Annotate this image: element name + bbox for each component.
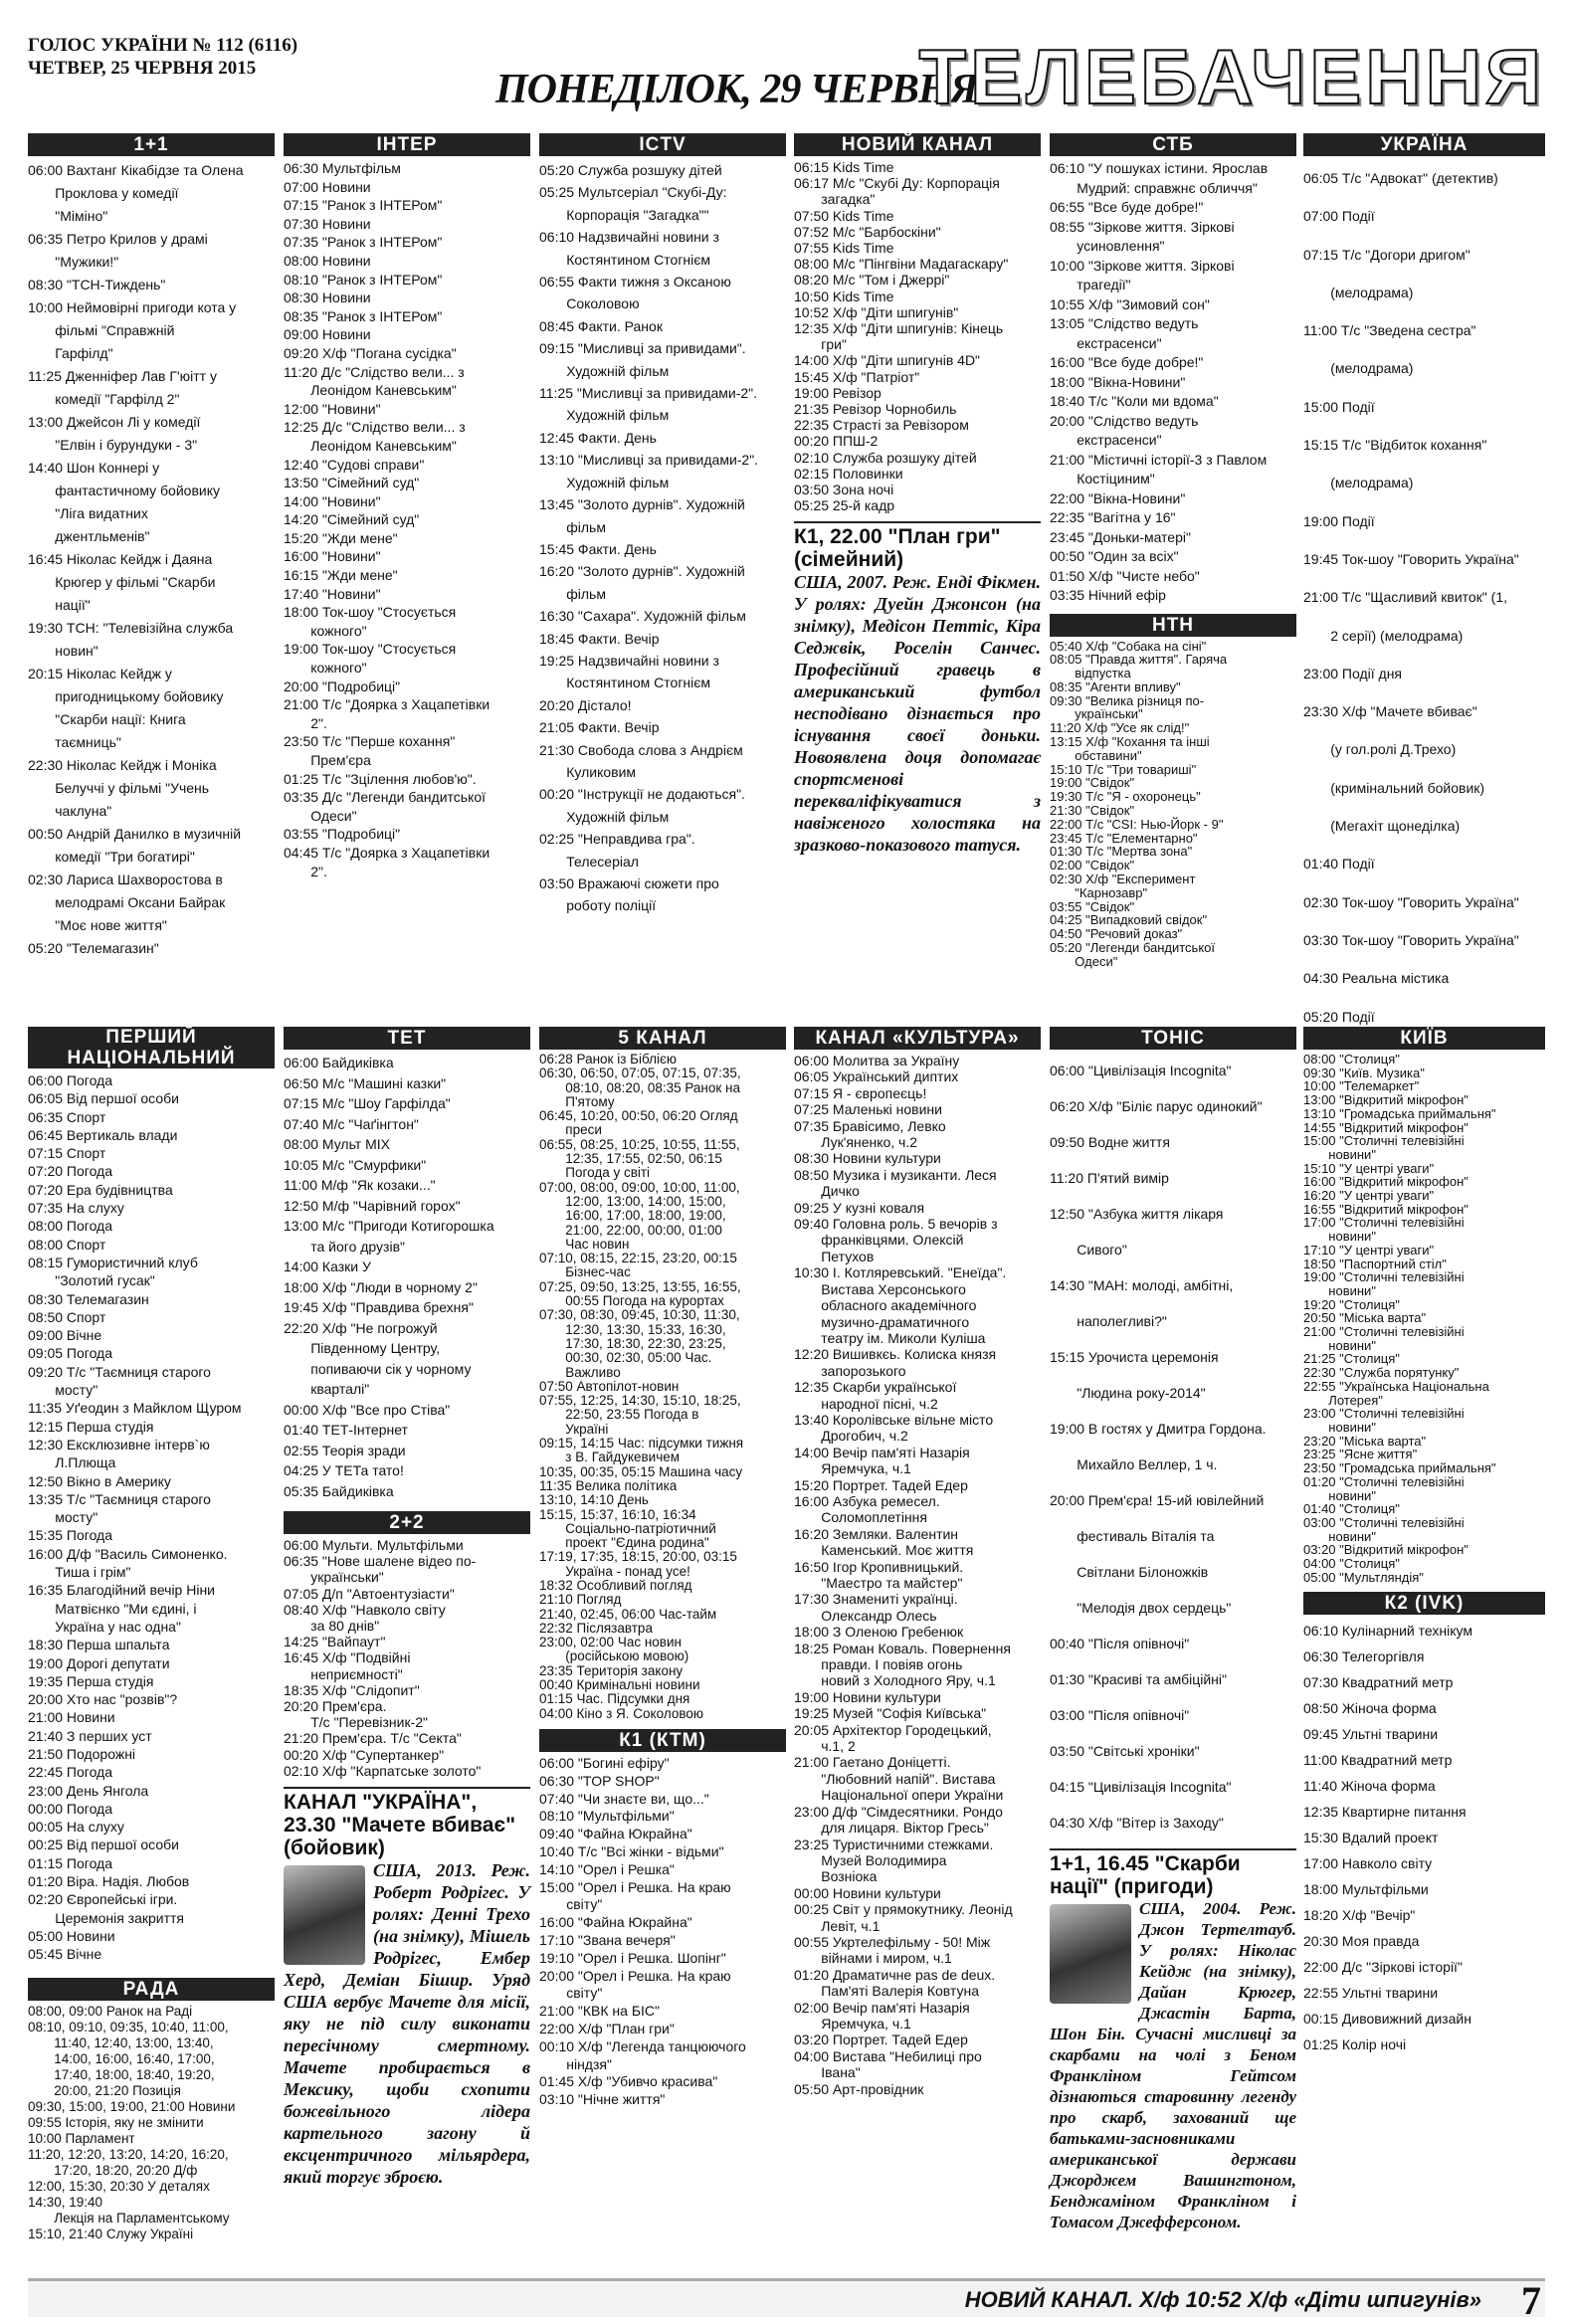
channel-ukraina (1303, 133, 1545, 1036)
channel-schedule: 05:20 Служба розшуку дітей 05:25 Мультсеріал "Скубі-Ду: Корпорація "Загадка"" 06:10 Надзвичайні новини з Костянтином Стогнієм 06:55 Факти тижня з Оксаною Соколовою 08:45 Факти. Ранок 09:15 "Мисливці за привидами". Художній фільм 11:25 "Мисливці за привидами-2". Художній фільм 12:45 Факти. День 13:10 "Мисливці за привидами-2". Художній фільм 13:45 "Золото дурнів". Художній фільм 15:45 Факти. День 16:20 "Золото дурнів". Художній фільм 16:30 "Сахара". Художній фільм 18:45 Факти. Вечір 19:25 Надзвичайні новини з Костянтином Стогнієм 20:20 Дістало! 21:05 Факти. Вечір 21:30 Свобода слова з Андрієм Куликовим 00:20 "Інструкції не додаються". Художній фільм 02:25 "Неправдива гра". Телесеріал 03:50 Вражаючі сюжети про роботу поліції (539, 162, 759, 914)
promo-text: США, 2013. Реж. Роберт Родрігес. У ролях: Денні Трехо (на знімку), Мішель Родрігес, Ембер Херд, Деміан Бішир. Уряд США вербує Мачете для місії, яку не під силу виконати пересічному смертному. Мачете пробирається в Мексику, щоби схопити божевільного лідера картельного загону й ексцентричного мільярдера, який торгує зброєю. (284, 1860, 530, 2188)
promo-plan-hry (794, 521, 1041, 856)
channel-name-rada: РАДА (28, 1978, 275, 2001)
channel-name-k1: К1 (КТМ) (539, 1729, 786, 1752)
channel-name: 1+1 (28, 133, 275, 156)
channel-schedule-rada: 08:00, 09:00 Ранок на Раді 08:10, 09:10, 09:35, 10:40, 11:00, 11:40, 12:40, 13:00, 13:40, 14:00, 16:00, 16:40, 17:00, 17:40, 18:00, 18:40, 19:20, 20:00, 21:20 Позиція 09:30, 15:00, 19:00, 21:00 Новини 09:55 Історія, яку не змінити 10:00 Парламент 11:20, 12:20, 13:20, 14:20, 16:20, 17:20, 18:20, 20:20 Д/ф 12:00, 15:30, 20:30 У деталях 14:30, 19:40 Лекція на Парламентському 15:10, 21:40 Служу Україні (28, 2003, 236, 2241)
promo-text: США, 2007. Реж. Енді Фікмен. У ролях: Дуейн Джонсон (на знімку), Медісон Петтіс, Кіра Седжвік, Роселін Санчес. Професійний гравець в американський футбол несподівано дізнається про існування своєї доньки. Новоявлена доця допомагає спортсменові перекваліфікуватися з навіженого холостяка на зразково-показового татуся. (794, 572, 1041, 856)
channel-tonis (1050, 1027, 1296, 2232)
channel-schedule: 06:15 Kids Time 06:17 М/с "Скубі Ду: Корпорація загадка" 07:50 Kids Time 07:52 М/с "Барбоскіни" 07:55 Kids Time 08:00 М/с "Пінгвіни Мадагаскару" 08:20 М/с "Том і Джеррі" 10:50 Kids Time 10:52 Х/ф "Діти шпигунів" 12:35 Х/ф "Діти шпигунів: Кінець гри" 14:00 Х/ф "Діти шпигунів 4D" 15:45 Х/ф "Патріот" 19:00 Ревізор 21:35 Ревізор Чорнобиль 22:35 Страсті за Ревізором 00:20 ППШ-2 02:10 Служба розшуку дітей 02:15 Половинки 03:50 Зона ночі 05:25 25-й кадр (794, 159, 1009, 514)
channel-schedule: 06:05 Т/с "Адвокат" (детектив) 07:00 Події 07:15 Т/с "Догори дригом" (мелодрама) 11:00 Т/с "Зведена сестра" (мелодрама) 15:00 Події 15:15 Т/с "Відбиток кохання" (мелодрама) 19:00 Події 19:45 Ток-шоу "Говорить Україна" 21:00 Т/с "Щасливий квиток" (1, 2 серії) (мелодрама) 23:00 Події дня 23:30 Х/ф "Мачете вбиває" (у гол.ролі Д.Трехо) (кримінальний бойовик) (Мегахіт щонеділка) 01:40 Події 02:30 Ток-шоу "Говорить Україна" 03:30 Ток-шоу "Говорить Україна" 04:30 Реальна містика 05:20 Події (1303, 170, 1519, 1025)
channel-name: ICTV (539, 133, 786, 156)
channel-kultura (794, 1027, 1041, 2097)
channel-name: ТЕТ (284, 1027, 530, 1050)
schedule-date: ПОНЕДІЛОК, 29 ЧЕРВНЯ (495, 67, 978, 112)
footer-highlight: НОВИЙ КАНАЛ. Х/ф 10:52 Х/ф «Діти шпигунів» (964, 2287, 1481, 2312)
channel-schedule-k2: 06:10 Кулінарний технікум 06:30 Телегоргівля 07:30 Квадратний метр 08:50 Жіноча форма 09:45 Ультні тварини 11:00 Квадратний метр 11:40 Жіноча форма 12:35 Квартирне питання 15:30 Вдалий проект 17:00 Навколо світу 18:00 Мультфільми 18:20 Х/ф "Вечір" 20:30 Моя правда 22:00 Д/с "Зіркові історії" 22:55 Ультні тварини 00:15 Дивовижний дизайн 01:25 Колір ночі (1303, 1623, 1472, 2053)
promo-machete (284, 1787, 530, 2188)
masthead (28, 26, 1545, 137)
promo-skarby-natsii (1050, 1848, 1296, 2232)
promo-title: К1, 22.00 "План гри" (сімейний) (794, 525, 1001, 572)
channel-name: УКРАЇНА (1303, 133, 1545, 156)
page-footer (28, 2278, 1545, 2323)
channel-5kanal (539, 1027, 786, 2109)
channel-schedule: 08:00 "Столиця" 09:30 "Київ. Музика" 10:00 "Телемаркет" 13:00 "Відкритий мікрофон" 13:10 "Громадська приймальня" 14:55 "Відкритий мікрофон" 15:00 "Столичні телевізійні новини" 15:10 "У центрі уваги" 16:00 "Відкритий мікрофон" 16:20 "У центрі уваги" 16:55 "Відкритий мікрофон" 17:00 "Столичні телевізійні новини" 17:10 "У центрі уваги" 18:50 "Паспортний стіл" 19:00 "Столичні телевізійні новини" 19:20 "Столиця" 20:50 "Міська варта" 21:00 "Столичні телевізійні новини" 21:25 "Столиця" 22:30 "Служба порятунку" 22:55 "Українська Національна Лотерея" 23:00 "Столичні телевізійні новини" 23:20 "Міська варта" 23:25 "Ясне життя" 23:50 "Громадська приймальня" 01:20 "Столичні телевізійні новини" 01:40 "Столиця" 03:00 "Столичні телевізійні новини" 03:20 "Відкритий мікрофон" 04:00 "Столиця" 05:00 "Мультляндія" (1303, 1052, 1496, 1585)
promo-text: США, 2004. Реж. Джон Тертелтауб. У ролях: Ніколас Кейдж (на знімку), Дайан Крюгер, Джастін Барта, Шон Бін. Сучасні мисливці за скарбами на чолі з Беном Франкліном Гейтсом дізнаються старовинну легенду про скарб, захований ще батьками-засновниками американської держави Джорджем Вашингтоном, Бенджаміном Франкліном і Томасом Джефферсоном. (1050, 1899, 1296, 2231)
channel-name: НОВИЙ КАНАЛ (794, 133, 1041, 156)
page-number: 7 (1521, 2278, 1541, 2323)
channel-name: ТОНІС (1050, 1027, 1296, 1050)
channel-schedule-ntn: 05:40 Х/ф "Собака на сіні" 08:05 "Правда життя". Гаряча відпустка 08:35 "Агенти впливу" 09:30 "Велика різниця по- українськи" 11:20 Х/ф "Усе як слід!" 13:15 Х/ф "Кохання та інші обставини" 15:10 Т/с "Три товариші" 19:00 "Свідок" 19:30 Т/с "Я - охоронець" 21:30 "Свідок" 22:00 Т/с "CSI: Нью-Йорк - 9" 23:45 Т/с "Елементарно" 01:30 Т/с "Мертва зона" 02:00 "Свідок" 02:30 Х/ф "Експеримент "Карнозавр" 03:55 "Свідок" 04:25 "Випадковий свідок" 04:50 "Речовий доказ" 05:20 "Легенди бандитської Одеси" (1050, 638, 1228, 969)
channel-inter (284, 133, 530, 880)
channel-name: КАНАЛ «КУЛЬТУРА» (794, 1027, 1041, 1050)
promo-title: КАНАЛ "УКРАЇНА", 23.30 "Мачете вбиває" (бойовик) (284, 1791, 516, 1860)
channel-name: СТБ (1050, 133, 1296, 156)
channel-name-ntn: НТН (1050, 614, 1296, 637)
channel-schedule-2plus2: 06:00 Мульти. Мультфільми 06:35 "Нове шалене відео по- українськи" 07:05 Д/п "Автоентузіасти" 08:40 Х/ф "Навколо світу за 80 днів" 14:25 "Вайпаут" 16:45 Х/ф "Подвійні неприємності" 18:35 Х/ф "Слідопит" 20:20 Прем'єра. Т/с "Перевізник-2" 21:20 Прем'єра. Т/с "Секта" 00:20 Х/ф "Супертанкер" 02:10 Х/ф "Карпатське золото" (284, 1537, 482, 1779)
channel-schedule: 06:00 Байдиківка 06:50 М/с "Машині казки" 07:15 М/с "Шоу Гарфілда" 07:40 М/с "Чаґінгтон" 08:00 Мульт MIX 10:05 М/с "Смурфики" 11:00 М/ф "Як козаки..." 12:50 М/ф "Чарівний горох" 13:00 М/с "Пригоди Котигорошка та його друзів" 14:00 Казки У 18:00 Х/ф "Люди в чорному 2" 19:45 Х/ф "Правдива брехня" 22:20 Х/ф "Не погрожуй Південному Центру, попиваючи сік у чорному кварталі" 00:00 Х/ф "Все про Стіва" 01:40 ТЕТ-Інтернет 02:55 Теорія зради 04:25 У ТЕТа тато! 05:35 Байдиківка (284, 1055, 494, 1499)
channel-schedule: 06:30 Мультфільм 07:00 Новини 07:15 "Ранок з ІНТЕРом" 07:30 Новини 07:35 "Ранок з ІНТЕРом" 08:00 Новини 08:10 "Ранок з ІНТЕРом" 08:30 Новини 08:35 "Ранок з ІНТЕРом" 09:00 Новини 09:20 Х/ф "Погана сусідка" 11:20 Д/с "Слідство вели... з Леонідом Каневським" 12:00 "Новини" 12:25 Д/с "Слідство вели... з Леонідом Каневським" 12:40 "Судові справи" 13:50 "Сімейний суд" 14:00 "Новини" 14:20 "Сімейний суд" 15:20 "Жди мене" 16:00 "Новини" 16:15 "Жди мене" 17:40 "Новини" 18:00 Ток-шоу "Стосується кожного" 19:00 Ток-шоу "Стосується кожного" 20:00 "Подробиці" 21:00 Т/с "Доярка з Хацапетівки 2". 23:50 Т/с "Перше кохання" Прем'єра 01:25 Т/с "Зцілення любов'ю". 03:35 Д/с "Легенди бандитської Одеси" 03:55 "Подробиці" 04:45 Т/с "Доярка з Хацапетівки 2". (284, 160, 490, 879)
publication-date: ЧЕТВЕР, 25 ЧЕРВНЯ 2015 (28, 58, 257, 79)
actor-photo (1050, 1904, 1131, 2004)
channel-tet (284, 1027, 530, 2188)
promo-title: 1+1, 16.45 "Скарби нації" (пригоди) (1050, 1852, 1241, 1898)
channel-ictv (539, 133, 786, 917)
issue-number: ГОЛОС УКРАЇНИ № 112 (6116) (28, 35, 298, 56)
channel-schedule: 06:10 "У пошуках істини. Ярослав Мудрий: справжнє обличчя" 06:55 "Все буде добре!" 08:55 "Зіркове життя. Зіркові усиновлення" 10:00 "Зіркове життя. Зіркові трагедії" 10:55 Х/ф "Зимовий сон" 13:05 "Слідство ведуть екстрасенси" 16:00 "Все буде добре!" 18:00 "Вікна-Новини" 18:40 Т/с "Коли ми вдома" 20:00 "Слідство ведуть екстрасенси" 21:00 "Містичні історії-3 з Павлом Костіциним" 22:00 "Вікна-Новини" 22:35 "Вагітна у 16" 23:45 "Доньки-матері" 00:50 "Один за всіх" 01:50 Х/ф "Чисте небо" 03:35 Нічний ефір (1050, 160, 1269, 603)
channel-name: 5 КАНАЛ (539, 1027, 786, 1050)
channel-schedule: 06:00 Погода 06:05 Від першої особи 06:35 Спорт 06:45 Вертикаль влади 07:15 Спорт 07:20 Погода 07:20 Ера будівництва 07:35 На слуху 08:00 Погода 08:00 Спорт 08:15 Гумористичний клуб "Золотий гусак" 08:30 Телемагазин 08:50 Спорт 09:00 Вічне 09:05 Погода 09:20 Т/с "Таємниця старого мосту" 11:35 Уґеодин з Майклом Щуром 12:15 Перша студія 12:30 Ексклюзивне інтерв`ю Л.Плюща 12:50 Вікно в Америку 13:35 Т/с "Таємниця старого мосту" 15:35 Погода 16:00 Д/ф "Василь Симоненко. Тиша і грім" 16:35 Благодійний вечір Ніни Матвієнко "Ми єдині, і Україна у нас одна" 18:30 Перша шпальта 19:00 Дорогі депутати 19:35 Перша студія 20:00 Хто нас "розвів"? 21:00 Новини 21:40 З перших уст 21:50 Подорожні 22:45 Погода 23:00 День Янгола 00:00 Погода 00:05 На слуху 00:25 Від першої особи 01:15 Погода 01:20 Віра. Надія. Любов 02:20 Європейські ігри. Церемонія закриття 05:00 Новини 05:45 Вічне (28, 1072, 242, 1963)
channel-name-2plus2: 2+2 (284, 1511, 530, 1534)
issue-info (28, 34, 297, 80)
channel-stb (1050, 133, 1296, 969)
channel-name: ІНТЕР (284, 133, 530, 156)
channel-schedule-k1: 06:00 "Богині ефіру" 06:30 "TOP SHOP" 07:40 "Чи знаєте ви, що..." 08:10 "Мультфільми" 09:40 "Файна Юкрайна" 10:40 Т/с "Всі жінки - відьми" 14:10 "Орел і Решка" 15:00 "Орел і Решка. На краю світу" 16:00 "Файна Юкрайна" 17:10 "Звана вечеря" 19:10 "Орел і Решка. Шопінг" 20:00 "Орел і Решка. На краю світу" 21:00 "КВК на БІС" 22:00 Х/ф "План гри" 00:10 Х/ф "Легенда танцюючого ніндзя" 01:45 Х/ф "Убивчо красива" 03:10 "Нічне життя" (539, 1754, 746, 2108)
channel-1plus1 (28, 133, 275, 960)
channel-novyi (794, 133, 1041, 856)
channel-kyiv (1303, 1027, 1545, 2057)
section-title: ТЕЛЕБАЧЕННЯ (918, 33, 1545, 120)
channel-name: КИЇВ (1303, 1027, 1545, 1050)
channel-schedule: 06:28 Ранок із Біблією 06:30, 06:50, 07:05, 07:15, 07:35, 08:10, 08:20, 08:35 Ранок на П'ятому 06:45, 10:20, 00:50, 06:20 Огляд преси 06:55, 08:25, 10:25, 10:55, 11:55, 12:35, 17:55, 02:50, 06:15 Погода у світі 07:00, 08:00, 09:00, 10:00, 11:00, 12:00, 13:00, 14:00, 15:00, 16:00, 17:00, 18:00, 19:00, 21:00, 22:00, 00:00, 01:00 Час новин 07:10, 08:15, 22:15, 23:20, 00:15 Бізнес-час 07:25, 09:50, 13:25, 13:55, 16:55, 00:55 Погода на курортах 07:30, 08:30, 09:45, 10:30, 11:30, 12:30, 13:30, 15:33, 16:30, 17:30, 18:30, 22:30, 23:25, 00:30, 02:30, 05:00 Час. Важливо 07:50 Автопілот-новин 07:55, 12:25, 14:30, 15:10, 18:25, 22:50, 23:55 Погода в Україні 09:15, 14:15 Час: підсумки тижня з В. Гайдукевичем 10:35, 00:35, 05:15 Машина часу 11:35 Велика політика 13:10, 14:10 День 15:15, 15:37, 16:10, 16:34 Соціально-патріотичний проект "Єдина родина" 17:19, 17:35, 18:15, 20:00, 03:15 Україна - понад усе! 18:32 Особливий погляд 21:10 Погляд 21:40, 02:45, 06:00 Час-тайм 22:32 Післязавтра 23:00, 02:00 Час новин (російською мовою) 23:35 Територія закону 00:40 Кримінальні новини 01:15 Час. Підсумки дня 04:00 Кіно з Я. Соколовою (539, 1052, 744, 1721)
channel-schedule: 06:00 Вахтанг Кікабідзе та Олена Проклова у комедії "Міміно" 06:35 Петро Крилов у драмі "Мужики!" 08:30 "ТСН-Тиждень" 10:00 Неймовірні пригоди кота у фільмі "Справжній Гарфілд" 11:25 Дженніфер Лав Г'юітт у комедії "Гарфілд 2" 13:00 Джейсон Лі у комедії "Елвін і бурундуки - 3" 14:40 Шон Коннері у фантастичному бойовику "Ліга видатних джентльменів" 16:45 Ніколас Кейдж і Даяна Крюгер у фільмі "Скарби нації" 19:30 ТСН: "Телевізійна служба новин" 20:15 Ніколас Кейдж у пригодницькому бойовику "Скарби нації: Книга таємниць" 22:30 Ніколас Кейдж і Моніка Белуччі у фільмі "Учень чаклуна" 00:50 Андрій Данилко в музичній комедії "Три богатирі" 02:30 Лариса Шахворостова в мелодрамі Оксани Байрак "Моє нове життя" 05:20 "Телемагазин" (28, 162, 244, 956)
channel-schedule: 06:00 Молитва за Україну 06:05 Український диптих 07:15 Я - європеєць! 07:25 Маленькі новини 07:35 Бравісимо, Левко Лук'яненко, ч.2 08:30 Новини культури 08:50 Музика і музиканти. Леся Дичко 09:25 У кузні коваля 09:40 Головна роль. 5 вечорів з франківцями. Олексій Петухов 10:30 І. Котляревський. "Енеїда". Вистава Херсонського обласного академічного музично-драматичного театру ім. Миколи Куліша 12:20 Вишивкєь. Колиска князя запорозького 12:35 Скарби української народної пісні, ч.2 13:40 Королівське вільне місто Дрогобич, ч.2 14:00 Вечір пам'яті Назарія Яремчука, ч.1 15:20 Портрет. Тадей Едер 16:00 Азбука ремесел. Соломоплетіння 16:20 Земляки. Валентин Каменський. Моє життя 16:50 Ігор Кропивницький. "Маестро та майстер" 17:30 Знамениті українці. Олександр Олесь 18:00 З Оленою Гребенюк 18:25 Роман Коваль. Повернення правди. І повіяв огонь новий з Холодного Яру, ч.1 19:00 Новини культури 19:25 Музей "Софія Київська" 20:05 Архітектор Городецький, ч.1, 2 21:00 Гаетано Доніцетті. "Любовний напій". Вистава Національної опери України 23:00 Д/ф "Сімдесятники. Рондо для лицаря. Віктор Гресь" 23:25 Туристичними стежками. Музей Володимира Возніока 00:00 Новини культури 00:25 Світ у прямокутнику. Леонід Левіт, ч.1 00:55 Укртелефільму - 50! Між війнами і миром, ч.1 01:20 Драматичне pas de deux. Пам'яті Валерія Ковтуна 02:00 Вечір пам'яті Назарія Яремчука, ч.1 03:20 Портрет. Тадей Едер 04:00 Вистава "Небилиці про Івана" 05:50 Арт-провідник (794, 1053, 1013, 2097)
channel-pershyi (28, 1027, 275, 2242)
channel-name-k2: К2 (IVK) (1303, 1592, 1545, 1615)
channel-schedule: 06:00 "Цивілізація Incognita" 06:20 Х/ф "Біліє парус одинокий" 09:50 Водне життя 11:20 П'ятий вимір 12:50 "Азбука життя лікаря Сивого" 14:30 "МАН: молоді, амбітні, наполегливі?" 15:15 Урочиста церемонія "Людина року-2014" 19:00 В гостях у Дмитра Гордона. Михайло Веллер, 1 ч. 20:00 Прем'єра! 15-ий ювілейний фестиваль Віталія та Світлани Білоножків "Мелодія двох сердець" 00:40 "Після опівночі" 01:30 "Красиві та амбіційні" 03:00 "Після опівночі" 03:50 "Світські хроніки" 04:15 "Цивілізація Incognita" 04:30 Х/ф "Вітер із Заходу" (1050, 1063, 1267, 1831)
channel-name: ПЕРШИЙ НАЦІОНАЛЬНИЙ (28, 1027, 275, 1068)
actor-photo (284, 1865, 365, 1965)
